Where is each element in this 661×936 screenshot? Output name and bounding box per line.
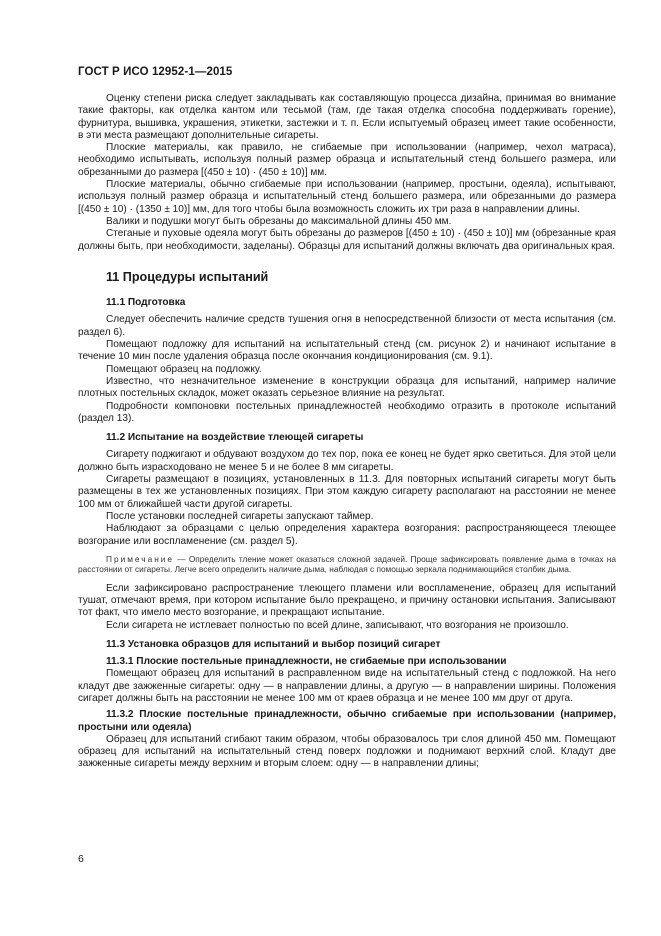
section-11-1-paragraph: Следует обеспечить наличие средств тушения огня в непосредственной близости от места испытания (см. раздел 6). <box>78 314 616 338</box>
note-label: Примечание <box>106 553 175 564</box>
section-11-1-paragraph: Подробности компоновки постельных принадлежностей необходимо отразить в протоколе испытаний (раздел 13). <box>78 400 616 424</box>
section-11-heading: 11 Процедуры испытаний <box>106 269 269 284</box>
page-number: 6 <box>78 853 84 865</box>
section-11-3-1-paragraph: Помещают образец для испытаний в расправленном виде на испытательный стенд с подложкой. На него кладут две зажженные сигареты: одну — в направлении длины, а другую — в направлении ширины. Положения сигарет должны быть на расстоянии не менее 100 мм от краев образца и не менее 100 мм друг от друга. <box>78 668 616 704</box>
note-text: — Определить тление может оказаться сложной задачей. Проще зафиксировать появление дыма в точках на расстоянии от сигареты. Легче всего определить наличие дыма, наблюдая с помощью зеркала поднимающийся столбик дыма. <box>78 553 616 575</box>
section-11-3-1-heading: 11.3.1 Плоские постельные принадлежности, не сгибаемые при использовании <box>106 656 507 668</box>
section-11-3-2-heading: 11.3.2 Плоские постельные принадлежности, обычно сгибаемые при использовании (например, простыни или одеяла) <box>78 709 616 733</box>
intro-paragraph: Валики и подушки могут быть обрезаны до максимальной длины 450 мм. <box>106 215 452 227</box>
intro-paragraph: Плоские материалы, обычно сгибаемые при использовании (например, простыни, одеяла), испытывают, используя полный размер образца и испытательный стенд большего размера, или обрезанными до размера [(450 ± 10) · (1350 ± 10)] мм, для того чтобы была возможность сложить их три раза в направлении длины. <box>78 179 616 215</box>
section-11-2-heading: 11.2 Испытание на воздействие тлеющей сигареты <box>106 432 364 444</box>
section-11-1-paragraph: Помещают подложку для испытаний на испытательный стенд (см. рисунок 2) и начинают испытание в течение 10 мин после удаления образца после окончания кондиционирования (см. 9.1). <box>78 339 616 363</box>
section-11-2-paragraph: Если зафиксировано распространение тлеющего пламени или воспламенение, образец для испытаний тушат, отмечают время, при котором испытание было прекращено, и причину остановки испытания. Записывают тот факт, что имело место возгорание, и прекращают испытание. <box>78 582 616 619</box>
section-11-1-paragraph: Помещают образец на подложку. <box>106 363 262 375</box>
document-body <box>78 93 616 771</box>
section-11-2-paragraph: После установки последней сигареты запускают таймер. <box>106 510 374 522</box>
section-11-2-paragraph: Сигареты размещают в позициях, установленных в 11.3. Для повторных испытаний сигареты могут быть размещены в тех же установленных позициях. При этом каждую сигарету располагают на расстоянии не менее 100 мм от ближайшей части другой сигареты. <box>78 474 616 510</box>
intro-paragraph: Плоские материалы, как правило, не сгибаемые при использовании (например, чехол матраса), необходимо испытывать, используя полный размер образца и испытательный стенд большего размера, или обрезанными до размера [(450 ± 10) · (450 ± 10)] мм. <box>78 142 616 178</box>
note <box>78 554 616 575</box>
section-11-3-heading: 11.3 Установка образцов для испытаний и выбор позиций сигарет <box>106 638 441 650</box>
intro-paragraph: Оценку степени риска следует закладывать как составляющую процесса дизайна, принимая во внимание такие факторы, как отделка кантом или тесьмой (там, где такая отделка способна поддерживать горение), фурнитура, вышивка, украшения, этикетки, застежки и т. п. Если испытуемый образец имеет такие особенности, в эти места размещают дополнительные сигареты. <box>78 93 616 141</box>
section-11-3-2-paragraph: Образец для испытаний сгибают таким образом, чтобы образовалось три слоя длиной 450 мм. Помещают образец для испытаний на испытательный стенд поверх подложки и поднимают верхний слой. Кладут две зажженные сигареты между верхним и вторым слоем: одну — в направлении длины; <box>78 733 616 770</box>
document-header: ГОСТ Р ИСО 12952-1—2015 <box>78 66 233 78</box>
section-11-2-paragraph: Если сигарета не истлевает полностью по всей длине, записывают, что возгорания не произошло. <box>106 619 569 631</box>
section-11-1-heading: 11.1 Подготовка <box>106 297 186 309</box>
section-11-1-paragraph: Известно, что незначительное изменение в конструкции образца для испытаний, например наличие плотных постельных складок, может оказать серьезное влияние на результат. <box>78 375 616 400</box>
intro-paragraph: Стеганые и пуховые одеяла могут быть обрезаны до размеров [(450 ± 10) · (450 ± 10)] мм (обрезанные края должны быть, при необходимости, заделаны). Образцы для испытаний должны включать два оригинальных края. <box>78 228 616 252</box>
section-11-2-paragraph: Наблюдают за образцами с целью определения характера возгорания: распространяющееся тлеющее возгорание или воспламенение (см. раздел 5). <box>78 523 616 547</box>
section-11-2-paragraph: Сигарету поджигают и обдувают воздухом до тех пор, пока ее конец не будет ярко светиться. Для этой цели должно быть израсходовано не менее 5 и не более 8 мм сигареты. <box>78 449 616 473</box>
